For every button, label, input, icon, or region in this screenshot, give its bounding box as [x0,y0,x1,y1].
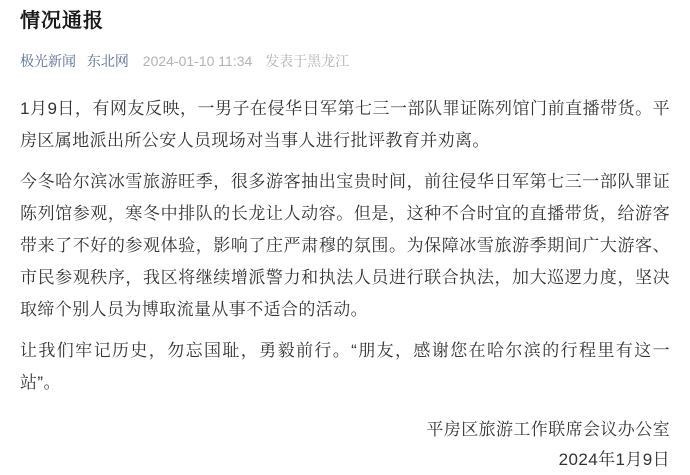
article-meta [20,51,670,71]
paragraph: 今冬哈尔滨冰雪旅游旺季，很多游客抽出宝贵时间，前往侵华日军第七三一部队罪证陈列馆参观，寒冬中排队的长龙让人动容。但是，这种不合时宜的直播带货，给游客带来了不好的参观体验，影响了庄严肃穆的氛围。为保障冰雪旅游季期间广大游客、市民参观秩序，我区将继续增派警力和执法人员进行联合执法，加大巡逻力度，坚决取缔个别人员为博取流量从事不适合的活动。 [20,172,670,319]
signature-org: 平房区旅游工作联席会议办公室 [426,420,670,439]
article-body [20,93,670,399]
paragraph: 1月9日，有网友反映，一男子在侵华日军第七三一部队罪证陈列馆门前直播带货。平房区属地派出所公安人员现场对当事人进行批评教育并劝离。 [20,99,670,150]
signature-date: 2024年1月9日 [558,450,670,469]
account-link[interactable]: 东北网 [86,53,129,69]
signature-block [20,415,670,475]
paragraph: 让我们牢记历史，勿忘国耻，勇毅前行。“朋友，感谢您在哈尔滨的行程里有这一站”。 [20,341,670,392]
publish-time: 2024-01-10 11:34 [142,53,253,69]
article-title: 情况通报 [20,10,104,32]
publish-location: 发表于黑龙江 [265,53,350,69]
author-link[interactable]: 极光新闻 [20,53,76,69]
